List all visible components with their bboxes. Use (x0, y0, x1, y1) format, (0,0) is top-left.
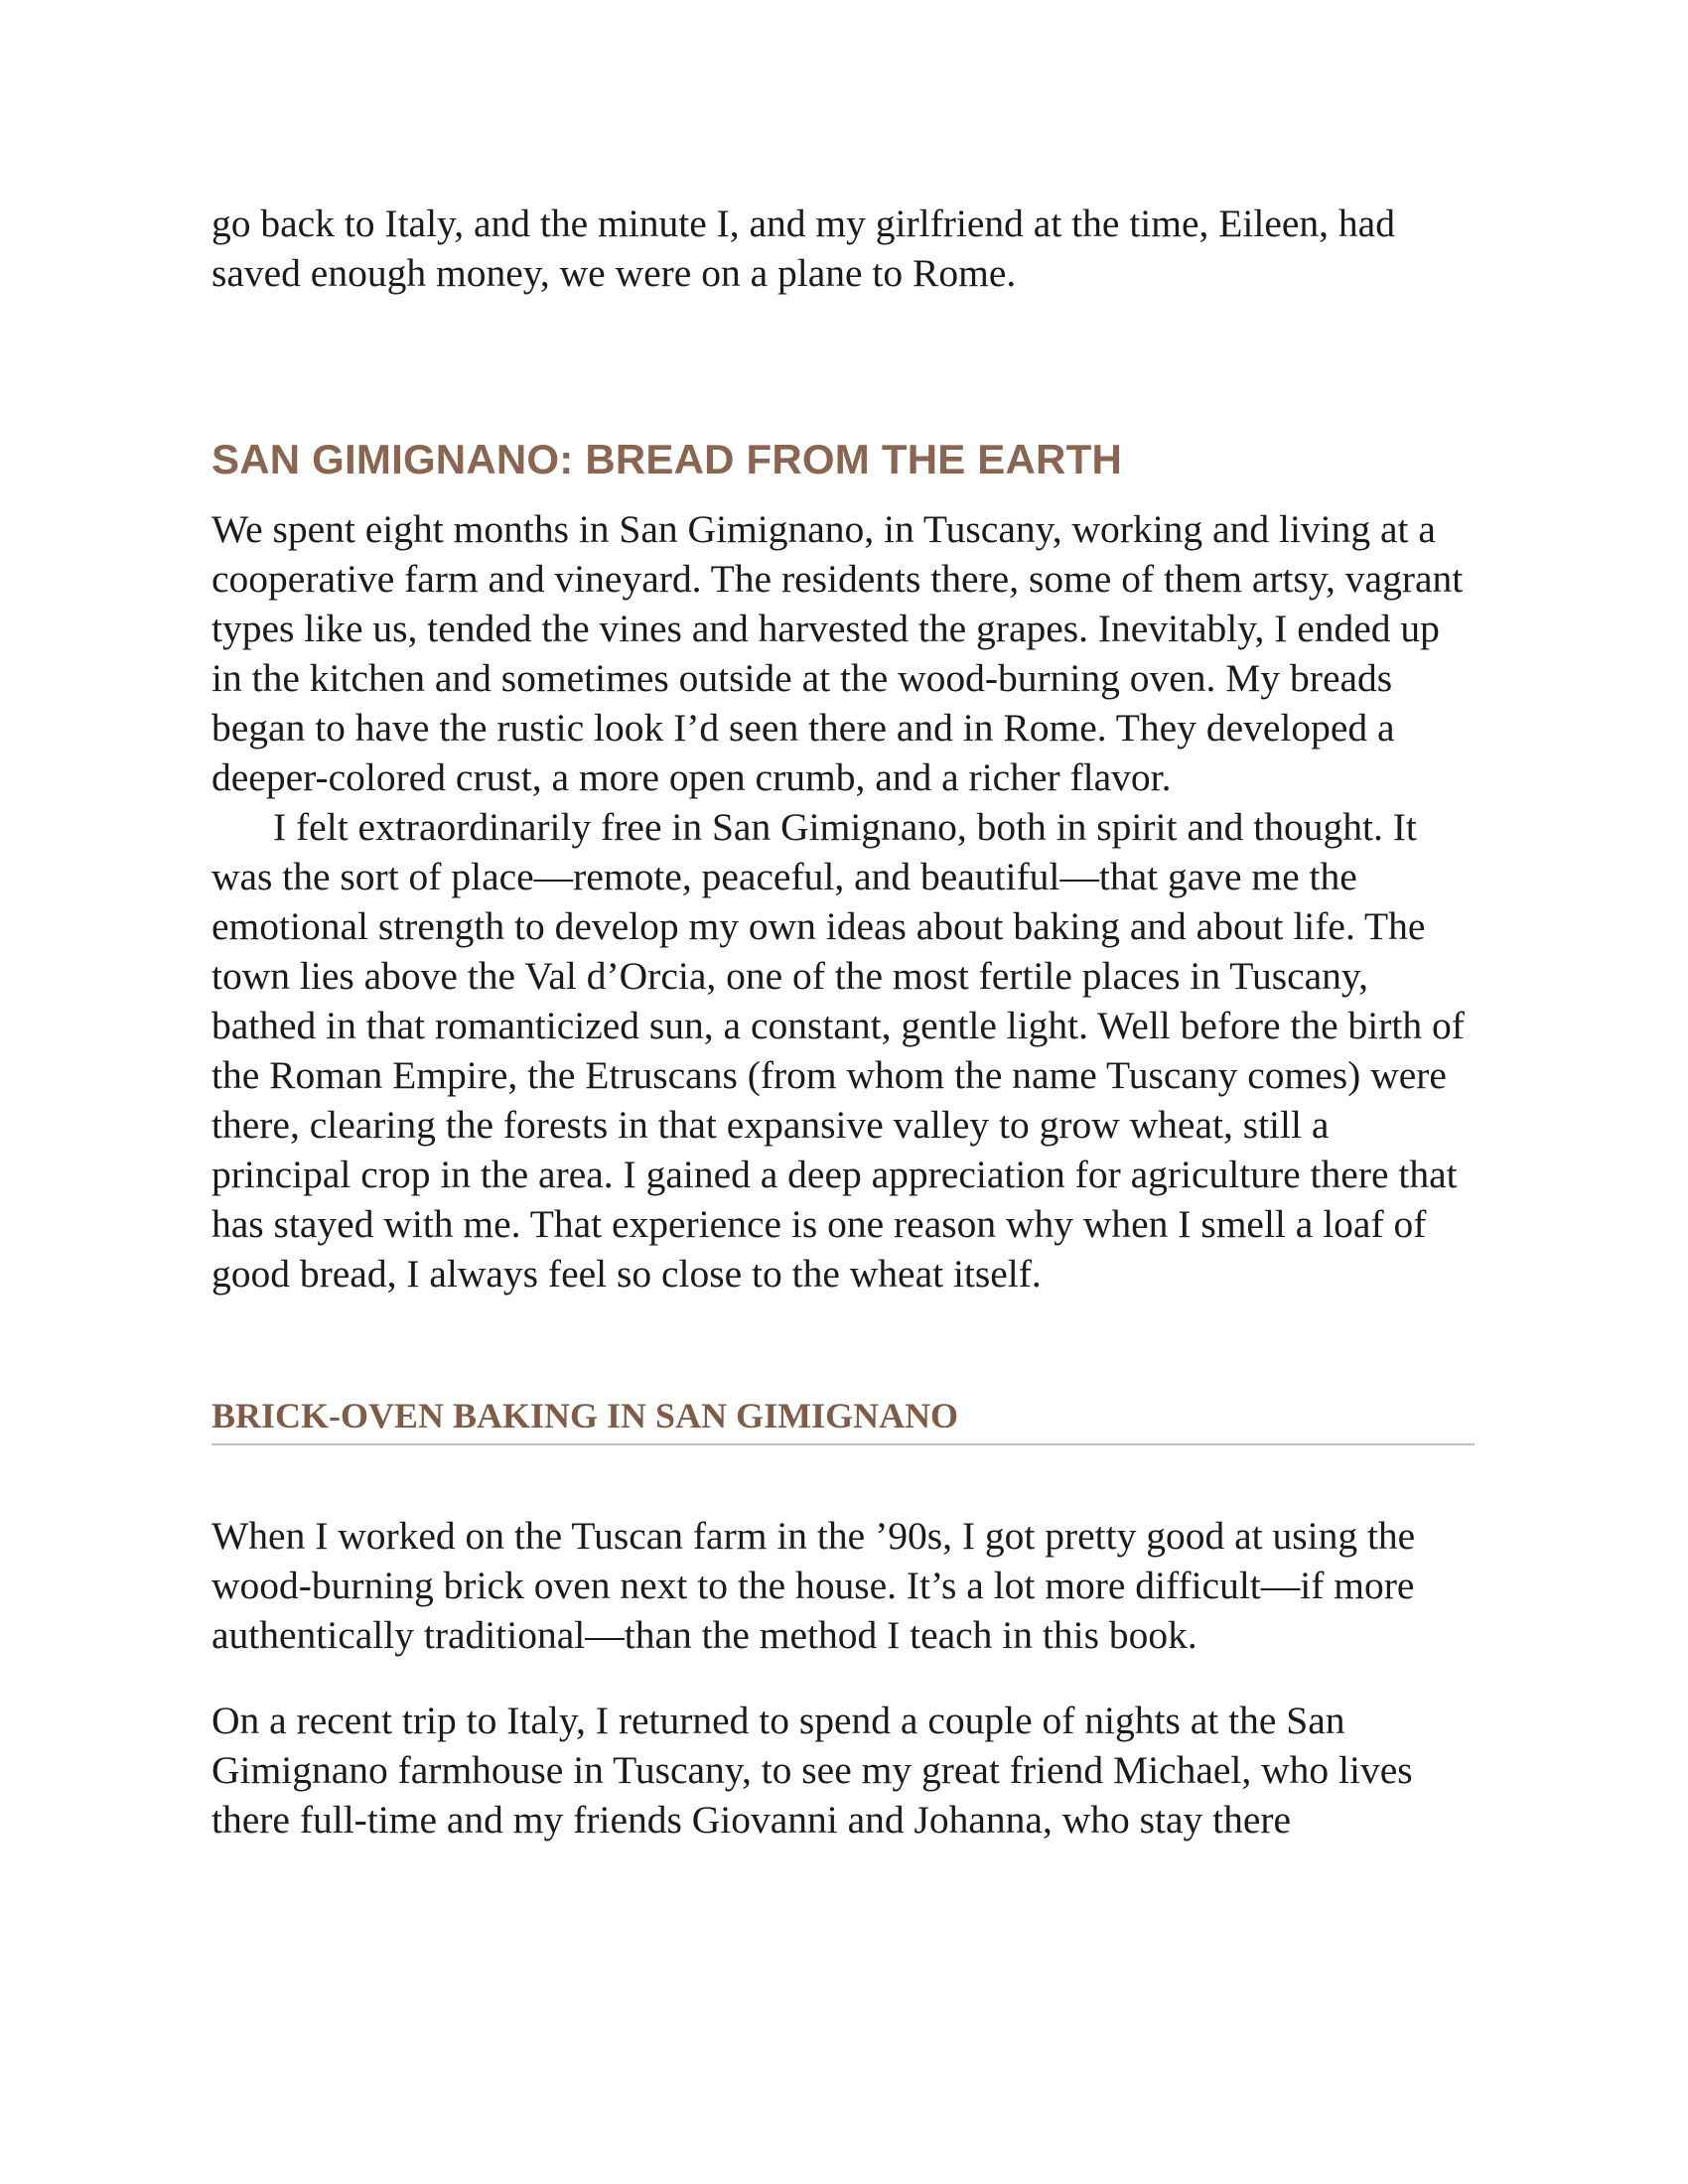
spacer (211, 484, 1475, 504)
section-paragraph-1: We spent eight months in San Gimignano, in Tuscany, working and living at a cooperative farm and vineyard. The residents there, some of them artsy, vagrant types like us, tended the vines and harvested the grapes. Inevitably, I ended up in the kitchen and sometimes outside at the wood-burning oven. My breads began to have the rustic look I’d seen there and in Rome. They developed a deeper-colored crust, a more open crumb, and a richer flavor. (211, 507, 1464, 799)
sidebar-paragraph-1: When I worked on the Tuscan farm in the ’90s, I got pretty good at using the wood-burning brick oven next to the house. It’s a lot more difficult—if more authentically traditional—than the method I teach in this book. (211, 1514, 1416, 1657)
section-heading: SAN GIMIGNANO: BREAD FROM THE EARTH (211, 436, 1122, 482)
spacer (211, 1445, 1475, 1511)
sidebar-heading: BRICK-OVEN BAKING IN SAN GIMIGNANO (211, 1396, 959, 1435)
spacer (211, 298, 1475, 435)
section-paragraph-2: I felt extraordinarily free in San Gimignano, both in spirit and thought. It was the sort of place—remote, peaceful, and beautiful—that gave me the emotional strength to develop my own ideas about baking and about life. The town lies above the Val d’Orcia, one of the most fertile places in Tuscany, bathed in that romanticized sun, a constant, gentle light. Well before the birth of the Roman Empire, the Etruscans (from whom the name Tuscany comes) were there, clearing the forests in that expansive valley to grow wheat, still a principal crop in the area. I gained a deep appreciation for agriculture there that has stayed with me. That experience is one reason why when I smell a loaf of good bread, I always feel so close to the wheat itself. (211, 805, 1465, 1296)
page-content (211, 199, 1475, 1844)
intro-paragraph: go back to Italy, and the minute I, and my girlfriend at the time, Eileen, had saved enough money, we were on a plane to Rome. (211, 202, 1395, 295)
sidebar-paragraph-2: On a recent trip to Italy, I returned to spend a couple of nights at the San Gimignano farmhouse in Tuscany, to see my great friend Michael, who lives there full-time and my friends Giovanni and Johanna, who stay there (211, 1699, 1413, 1842)
spacer (211, 1298, 1475, 1394)
spacer (211, 1660, 1475, 1696)
